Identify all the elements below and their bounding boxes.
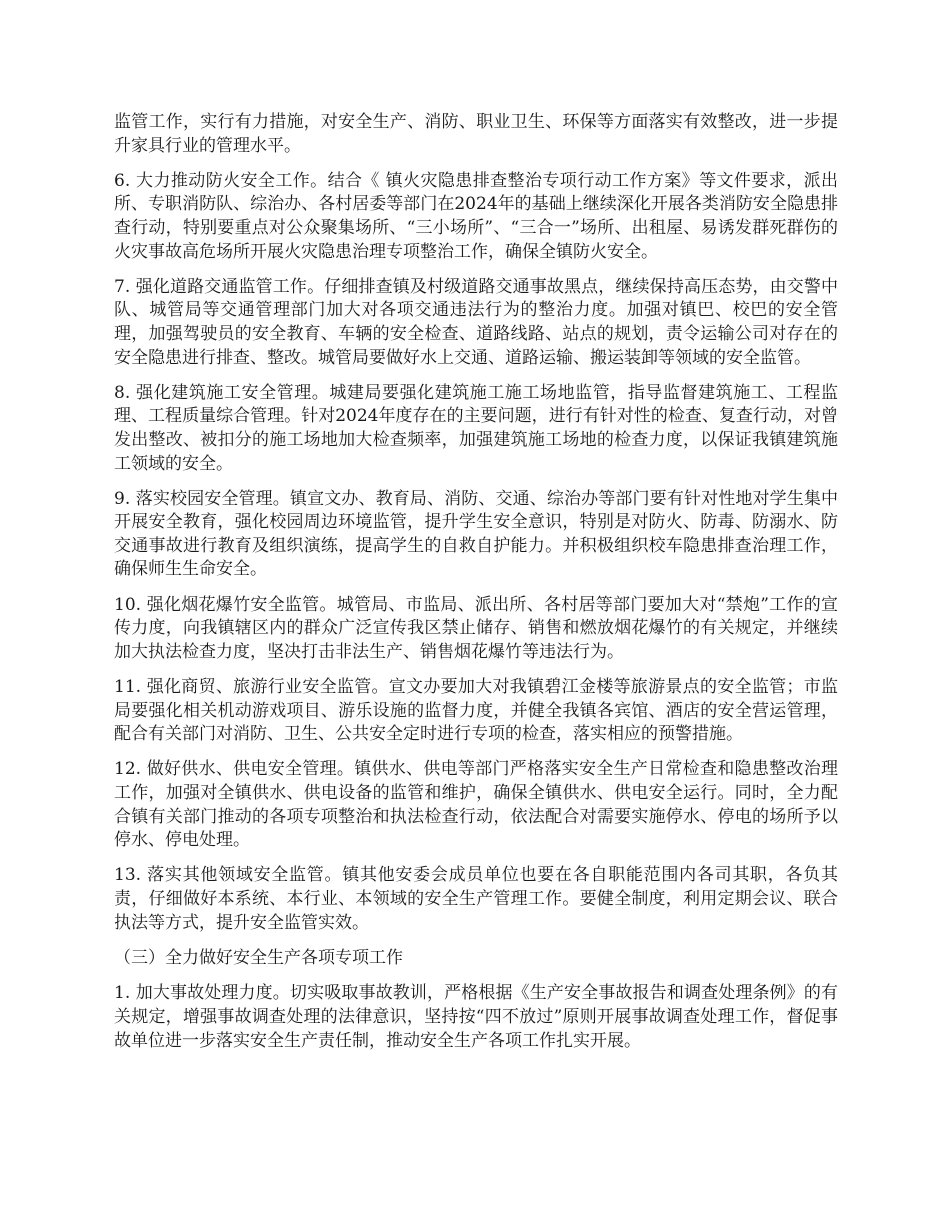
section-heading: （三）全力做好安全生产各项专项工作	[114, 947, 403, 968]
paragraph-item-9: 9. 落实校园安全管理。镇宣文办、教育局、消防、交通、综治办等部门要有针对性地对学生集中开展安全教育，强化校园周边环境监管，提升学生安全意识，特别是对防火、防毒、防溺水、防交通事故进行教育及组织演练，提高学生的自救自护能力。并积极组织校车隐患排查治理工作，确保师生生命安全。	[114, 488, 838, 580]
paragraph-continuation: 监管工作，实行有力措施，对安全生产、消防、职业卫生、环保等方面落实有效整改，进一步提升家具行业的管理水平。	[114, 112, 838, 156]
paragraph-section3-item-1: 1. 加大事故处理力度。切实吸取事故教训，严格根据《生产安全事故报告和调查处理条例》的有关规定，增强事故调查处理的法律意识，坚持按“四不放过”原则开展事故调查处理工作，督促事故单位进一步落实安全生产责任制，推动安全生产各项工作扎实开展。	[114, 983, 838, 1051]
paragraph-item-11: 11. 强化商贸、旅游行业安全监管。宣文办要加大对我镇碧江金楼等旅游景点的安全监管；市监局要强化相关机动游戏项目、游乐设施的监督力度，并健全我镇各宾馆、酒店的安全营运管理，配合有关部门对消防、卫生、公共安全定时进行专项的检查，落实相应的预警措施。	[114, 677, 838, 745]
paragraph-item-8: 8. 强化建筑施工安全管理。城建局要强化建筑施工施工场地监管，指导监督建筑施工、工程监理、工程质量综合管理。针对2024年度存在的主要问题，进行有针对性的检查、复查行动，对曾发出整改、被扣分的施工场地加大检查频率，加强建筑施工场地的检查力度，以保证我镇建筑施工领域的安全。	[114, 382, 838, 474]
paragraph-item-13: 13. 落实其他领域安全监管。镇其他安委会成员单位也要在各自职能范围内各司其职，各负其责，仔细做好本系统、本行业、本领域的安全生产管理工作。要健全制度，利用定期会议、联合执法等方式，提升安全监管实效。	[114, 865, 838, 933]
paragraph-item-7: 7. 强化道路交通监管工作。仔细排查镇及村级道路交通事故黑点，继续保持高压态势，由交警中队、城管局等交通管理部门加大对各项交通违法行为的整治力度。加强对镇巴、校巴的安全管理，加强驾驶员的安全教育、车辆的安全检查、道路线路、站点的规划，责令运输公司对存在的安全隐患进行排查、整改。城管局要做好水上交通、道路运输、搬运装卸等领域的安全监管。	[114, 276, 838, 368]
paragraph-item-12: 12. 做好供水、供电安全管理。镇供水、供电等部门严格落实安全生产日常检查和隐患整改治理工作，加强对全镇供水、供电设备的监管和维护，确保全镇供水、供电安全运行。同时，全力配合镇有关部门推动的各项专项整治和执法检查行动，依法配合对需要实施停水、停电的场所予以停水、停电处理。	[114, 759, 838, 851]
paragraph-item-6: 6. 大力推动防火安全工作。结合《 镇火灾隐患排查整治专项行动工作方案》等文件要求，派出所、专职消防队、综治办、各村居委等部门在2024年的基础上继续深化开展各类消防安全隐患排查行动，特别要重点对公众聚集场所、“三小场所”、“三合一”场所、出租屋、易诱发群死群伤的火灾事故高危场所开展火灾隐患治理专项整治工作，确保全镇防火安全。	[114, 170, 838, 262]
paragraph-item-10: 10. 强化烟花爆竹安全监管。城管局、市监局、派出所、各村居等部门要加大对“禁炮”工作的宣传力度，向我镇辖区内的群众广泛宣传我区禁止储存、销售和燃放烟花爆竹的有关规定，并继续加大执法检查力度，坚决打击非法生产、销售烟花爆竹等违法行为。	[114, 594, 838, 662]
